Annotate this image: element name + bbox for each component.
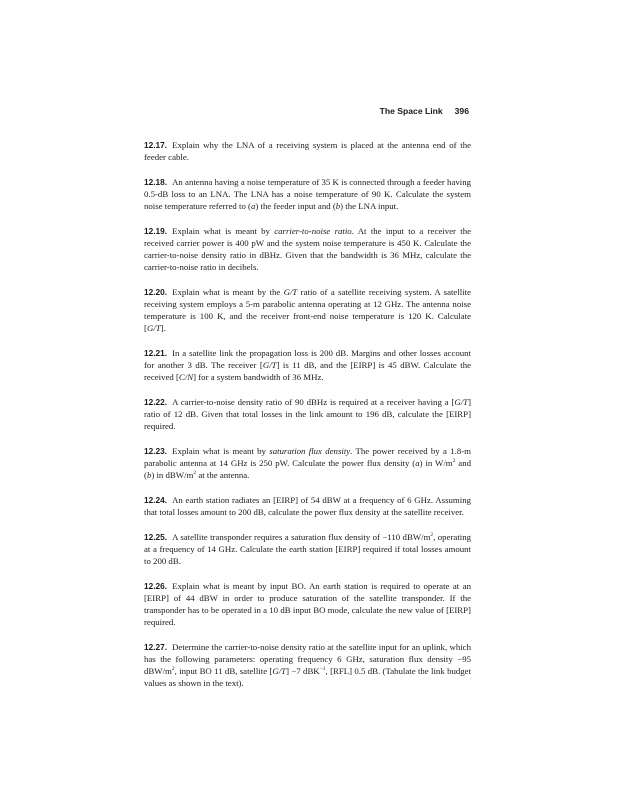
problem-text: ratio of a satellite receiving system. A satellite receiving system employs a 5-m parabolic antenna operating at 12 GHz. The antenna noise temperature is 100 K, and the receiver front-end noise temperature is 120 K. Calculate [ <box>144 287 472 333</box>
problem-text: 2 <box>430 532 434 538</box>
problem-text: a <box>250 201 256 211</box>
problem-text: at the antenna. <box>196 470 250 480</box>
problem-text: In a satellite link the propagation loss is 200 dB. Margins and other losses account for another 3 dB. The receiver [ <box>144 348 471 370</box>
problem-text: G/T <box>454 397 469 407</box>
problem-text: G/T <box>283 287 298 297</box>
problem-number: 12.22. <box>144 397 168 407</box>
problem-text: 2 <box>452 458 456 464</box>
problem-text: −1 <box>319 666 326 672</box>
problem-item <box>144 396 471 432</box>
running-header <box>144 106 469 116</box>
problem-text: , input BO 11 dB, satellite [ <box>174 666 273 676</box>
problem-text: An earth station radiates an [EIRP] of 54 dBW at a frequency of 6 GHz. Assuming that total losses amount to 200 dB, calculate the power flux density at the satellite receiver. <box>144 495 471 517</box>
problem-item <box>144 580 471 628</box>
problem-number: 12.17. <box>144 140 168 150</box>
problem-text: . At the input to a receiver the received carrier power is 400 pW and the system noise temperature is 450 K. Calculate the carrier-to-noise density ratio in dBHz. Given that the bandwidth is 36 MHz, calculate the carrier-to-noise ratio in decibels. <box>144 226 471 272</box>
problem-text: ]. <box>160 323 166 333</box>
problem-text: Explain what is meant by <box>172 226 275 236</box>
problem-text: G/T <box>272 666 287 676</box>
problem-item <box>144 531 471 567</box>
problem-text: Determine the carrier-to-noise density ratio at the satellite input for an uplink, which has the following parameters: operating frequency 6 GHz, saturation flux density −95 dBW/m <box>144 642 471 676</box>
problem-text: ] −7 dBK <box>286 666 320 676</box>
problem-number: 12.26. <box>144 581 168 591</box>
problem-number: 12.23. <box>144 446 168 456</box>
problem-item <box>144 445 471 481</box>
problem-text: b <box>335 201 341 211</box>
problem-text: ] ratio of 12 dB. Given that total losses in the link amount to 196 dB, calculate the [EIRP] required. <box>144 397 471 431</box>
problem-text: 2 <box>193 470 197 476</box>
problem-text: An antenna having a noise temperature of 35 K is connected through a feeder having 0.5-dB loss to an LNA. The LNA has a noise temperature of 90 K. Calculate the system noise temperature referred to ( <box>144 177 471 211</box>
problem-item <box>144 494 471 518</box>
problem-text: ) in dBW/m <box>151 470 194 480</box>
problem-text: G/T <box>262 360 277 370</box>
problem-item <box>144 176 471 212</box>
problem-text: a <box>415 458 420 468</box>
problem-item <box>144 225 471 273</box>
problem-list <box>144 139 471 702</box>
problem-item <box>144 286 471 334</box>
problem-text: b <box>146 470 152 480</box>
header-title: The Space Link <box>379 106 443 116</box>
problem-text: G/T <box>146 323 161 333</box>
problem-text: , [RFL] 0.5 dB. (Tabulate the link budget values as shown in the text). <box>144 666 472 688</box>
problem-number: 12.18. <box>144 177 168 187</box>
problem-text: A carrier-to-noise density ratio of 90 dBHz is required at a receiver having a [ <box>172 397 455 407</box>
problem-text: , operating at a frequency of 14 GHz. Calculate the earth station [EIRP] required if total losses amount to 200 dB. <box>144 532 471 566</box>
problem-item <box>144 641 471 689</box>
problem-text: and ( <box>144 458 471 480</box>
problem-text: Explain what is meant by <box>172 446 270 456</box>
problem-text: ) in W/m <box>419 458 453 468</box>
problem-number: 12.25. <box>144 532 168 542</box>
problem-text: Explain what is meant by input BO. An earth station is required to operate at an [EIRP] of 44 dBW in order to produce saturation of the satellite transponder. If the transponder has to be operated in a 10 dB input BO mode, calculate the new value of [EIRP] required. <box>144 581 471 627</box>
problem-text: Explain what is meant by the <box>172 287 284 297</box>
problem-text: A satellite transponder requires a saturation flux density of −110 dBW/m <box>172 532 431 542</box>
problem-item <box>144 347 471 383</box>
problem-text: carrier-to-noise ratio <box>274 226 352 236</box>
problem-text: Explain why the LNA of a receiving system is placed at the antenna end of the feeder cable. <box>144 140 471 162</box>
problem-text: C/N <box>178 372 194 382</box>
problem-number: 12.27. <box>144 642 168 652</box>
problem-text: 2 <box>171 666 175 672</box>
problem-text: ] is 11 dB, and the [EIRP] is 45 dBW. Calculate the received [ <box>144 360 471 382</box>
problem-text: saturation flux density <box>269 446 351 456</box>
problem-text: . The power received by a 1.8-m parabolic antenna at 14 GHz is 250 pW. Calculate the power flux density ( <box>144 446 471 468</box>
problem-number: 12.19. <box>144 226 168 236</box>
problem-number: 12.20. <box>144 287 168 297</box>
problem-text: ] for a system bandwidth of 36 MHz. <box>193 372 324 382</box>
problem-number: 12.24. <box>144 495 168 505</box>
problem-item <box>144 139 471 163</box>
problem-text: ) the LNA input. <box>340 201 399 211</box>
page-number: 396 <box>454 106 469 116</box>
problem-text: ) the feeder input and ( <box>255 201 336 211</box>
problem-number: 12.21. <box>144 348 168 358</box>
